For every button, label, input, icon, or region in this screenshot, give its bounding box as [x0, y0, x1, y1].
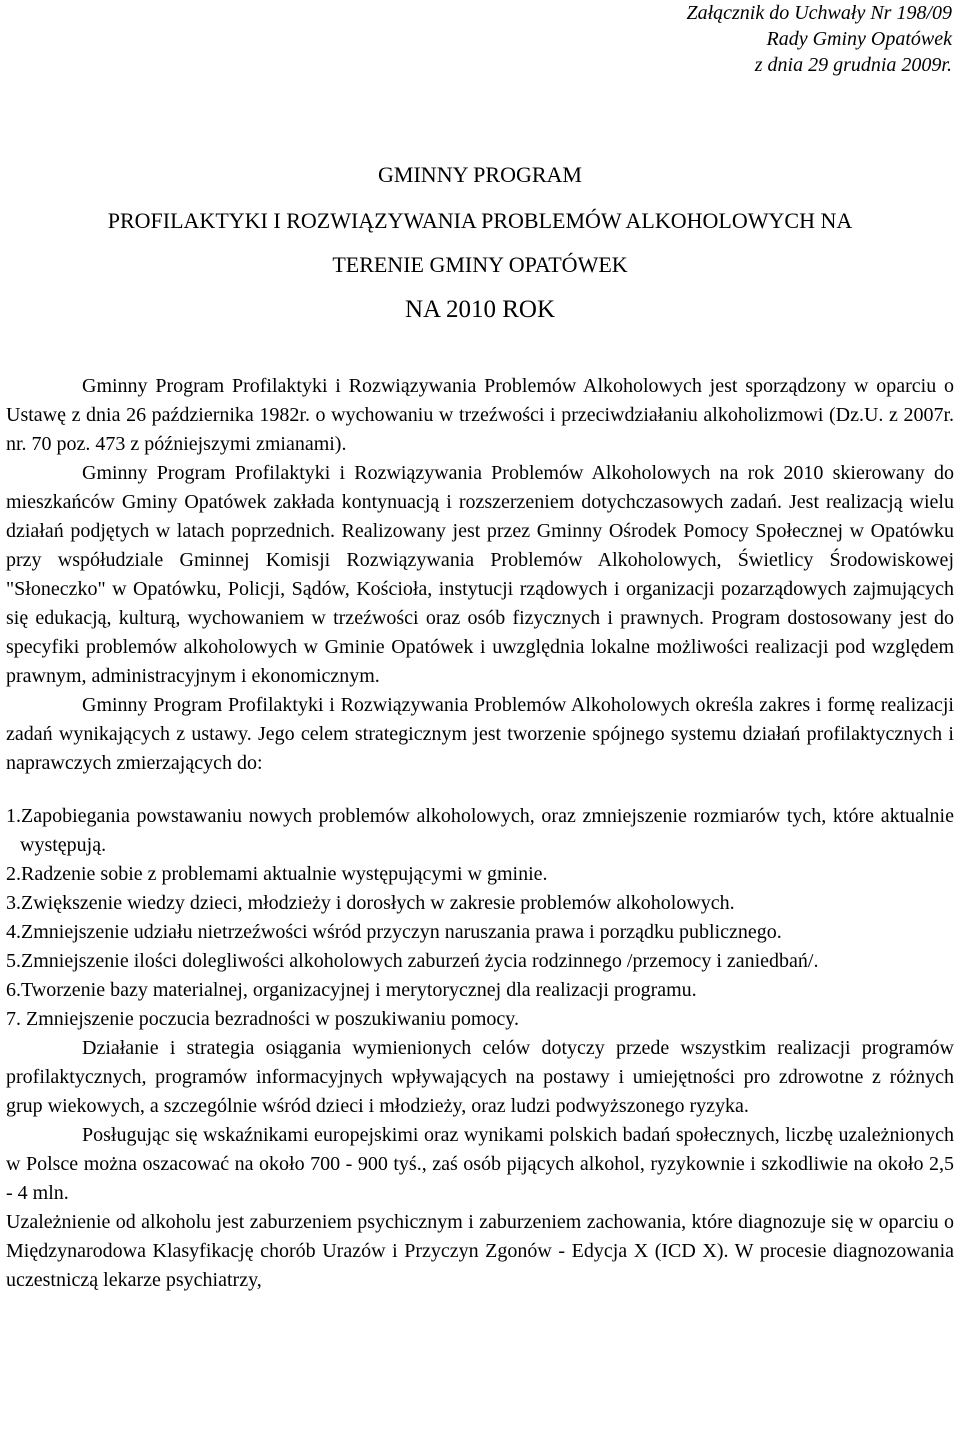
document-title-line-2: PROFILAKTYKI I ROZWIĄZYWANIA PROBLEMÓW ALKOHOLOWYCH NA: [107, 208, 853, 233]
goal-item: [6, 889, 954, 918]
document-title-line-1: GMINNY PROGRAM: [378, 162, 582, 187]
paragraph-diagnosis: Uzależnienie od alkoholu jest zaburzeniem psychicznym i zaburzeniem zachowania, które diagnozuje się w oparciu o Międzynarodowa Klasyfikację chorób Urazów i Przyczyn Zgonów - Edycja X (ICD X). W procesie diagnozowania uczestniczą lekarze psychiatrzy,: [6, 1211, 954, 1291]
attachment-note: [686, 0, 952, 78]
goal-text: Zmniejszenie poczucia bezradności w poszukiwaniu pomocy.: [26, 1008, 519, 1030]
document-body: [6, 372, 954, 1295]
goal-text: Zwiększenie wiedzy dzieci, młodzieży i dorosłych w zakresie problemów alkoholowych.: [21, 892, 735, 914]
goal-text: Zmniejszenie ilości dolegliwości alkoholowych zaburzeń życia rodzinnego /przemocy i zaniedbań/.: [21, 950, 819, 972]
attachment-line-3: z dnia 29 grudnia 2009r.: [754, 54, 952, 76]
goal-item: [6, 802, 954, 860]
goal-number: 2.: [6, 863, 21, 885]
goal-text: Zmniejszenie udziału nietrzeźwości wśród przyczyn naruszania prawa i porządku publicznego.: [21, 921, 782, 943]
goal-number: 4.: [6, 921, 21, 943]
goal-text: Radzenie sobie z problemami aktualnie występującymi w gminie.: [21, 863, 548, 885]
paragraph-strategy: Działanie i strategia osiągania wymienionych celów dotyczy przede wszystkim realizacji programów profilaktycznych, programów informacyjnych wpływających na postawy i umiejętności pro zdrowotne z różnych grup wiekowych, a szczególnie wśród dzieci i młodzieży, oraz ludzi podwyższonego ryzyka.: [6, 1037, 954, 1117]
spacer: [6, 778, 954, 802]
goal-number: 1.: [6, 805, 21, 827]
goal-item: [6, 860, 954, 889]
attachment-line-1: Załącznik do Uchwały Nr 198/09: [686, 2, 952, 24]
goal-text: Zapobiegania powstawaniu nowych problemów alkoholowych, oraz zmniejszenie rozmiarów tych, które aktualnie występują.: [20, 805, 954, 856]
goal-number: 3.: [6, 892, 21, 914]
paragraph-program-goal: Gminny Program Profilaktyki i Rozwiązywania Problemów Alkoholowych określa zakres i formę realizacji zadań wynikających z ustawy. Jego celem strategicznym jest tworzenie spójnego systemu działań profilaktycznych i naprawczych zmierzających do:: [6, 694, 954, 774]
goal-item: [6, 918, 954, 947]
attachment-line-2: Rady Gminy Opatówek: [766, 28, 952, 50]
paragraph-legal-basis: Gminny Program Profilaktyki i Rozwiązywania Problemów Alkoholowych jest sporządzony w oparciu o Ustawę z dnia 26 października 1982r. o wychowaniu w trzeźwości i przeciwdziałaniu alkoholizmowi (Dz.U. z 2007r. nr. 70 poz. 473 z późniejszymi zmianami).: [6, 375, 954, 455]
paragraph-program-scope: Gminny Program Profilaktyki i Rozwiązywania Problemów Alkoholowych na rok 2010 skierowany do mieszkańców Gminy Opatówek zakłada kontynuacją i rozszerzeniem dotychczasowych zadań. Jest realizacją wielu działań podjętych w latach poprzednich. Realizowany jest przez Gminny Ośrodek Pomocy Społecznej w Opatówku przy współudziale Gminnej Komisji Rozwiązywania Problemów Alkoholowych, Świetlicy Środowiskowej "Słoneczko" w Opatówku, Policji, Sądów, Kościoła, instytucji rządowych i organizacji pozarządowych zajmujących się edukacją, kulturą, wychowaniem w trzeźwości oraz osób fizycznych i prawnych. Program dostosowany jest do specyfiki problemów alkoholowych w Gminie Opatówek i uwzględnia lokalne możliwości realizacji pod względem prawnym, administracyjnym i ekonomicznym.: [6, 462, 954, 687]
goal-number: 6.: [6, 979, 21, 1001]
goal-item: [6, 947, 954, 976]
paragraph-statistics: Posługując się wskaźnikami europejskimi oraz wynikami polskich badań społecznych, liczbę uzależnionych w Polsce można oszacować na około 700 - 900 tyś., zaś osób pijących alkohol, ryzykownie i szkodliwie na około 2,5 - 4 mln.: [6, 1124, 954, 1204]
goals-list: [6, 802, 954, 1034]
document-title-year: NA 2010 ROK: [404, 296, 555, 323]
goal-text: Tworzenie bazy materialnej, organizacyjnej i merytorycznej dla realizacji programu.: [21, 979, 697, 1001]
goal-item: [6, 1005, 954, 1034]
goal-item: [6, 976, 954, 1005]
goal-number: 7.: [6, 1008, 26, 1030]
goal-number: 5.: [6, 950, 21, 972]
document-title-line-3: TERENIE GMINY OPATÓWEK: [332, 252, 628, 277]
